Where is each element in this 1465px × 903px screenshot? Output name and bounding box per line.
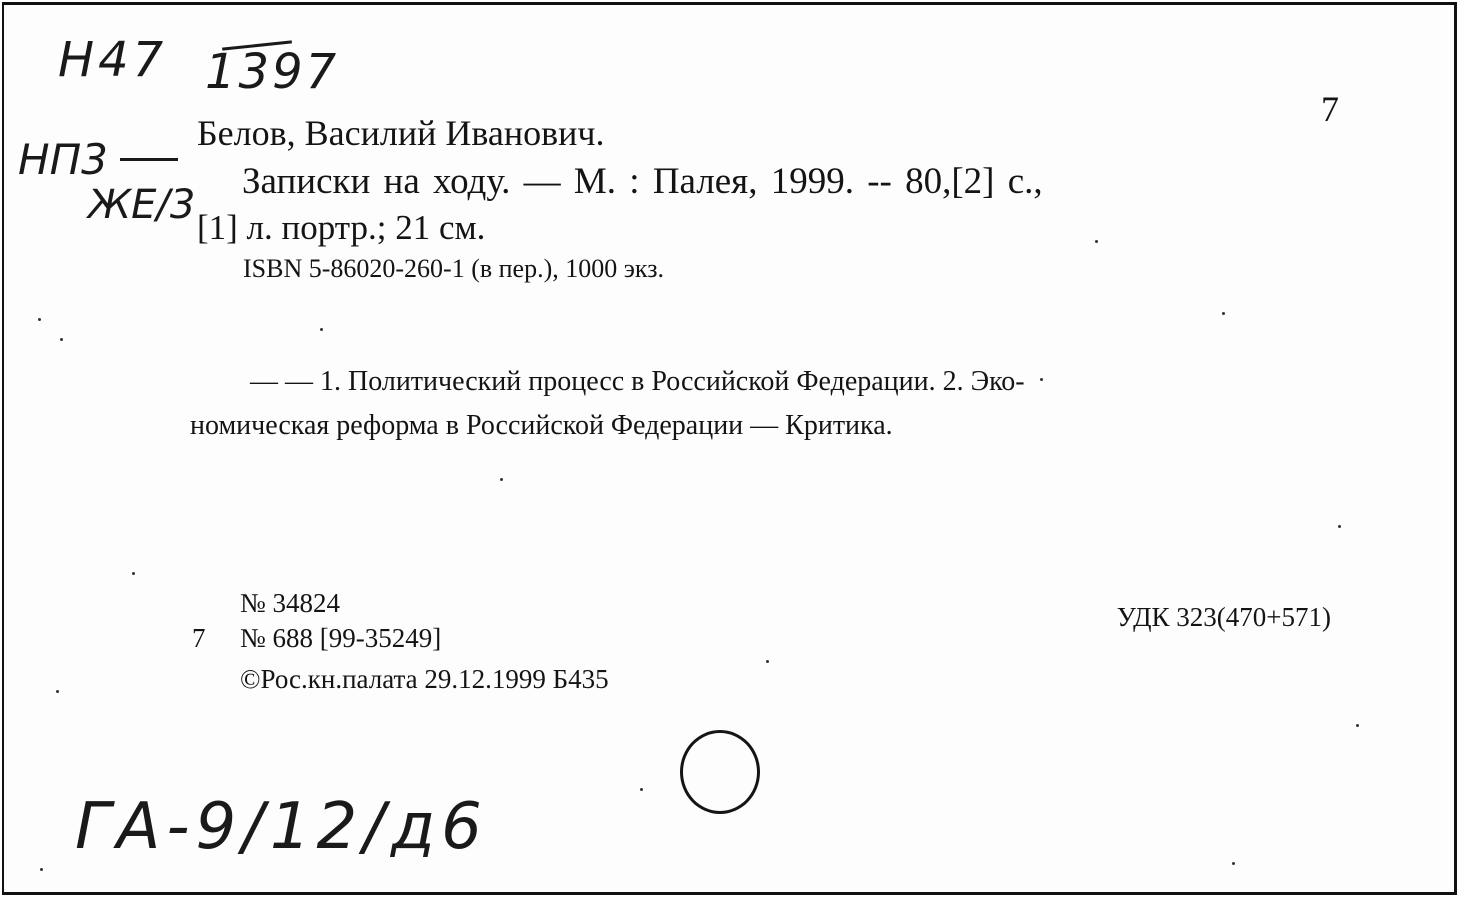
speckle	[766, 660, 769, 663]
speckle	[1338, 525, 1341, 528]
speckle	[1040, 378, 1043, 381]
speckle	[56, 690, 59, 693]
speckle	[132, 572, 135, 575]
registration-number-2: № 688 [99-35249]	[240, 623, 442, 653]
card-page-number: 7	[1321, 89, 1339, 129]
speckle	[1232, 862, 1235, 865]
handwritten-shelf-mark: Н47	[58, 32, 168, 88]
speckle	[640, 788, 643, 791]
isbn-line: ISBN 5-86020-260-1 (в пер.), 1000 экз.	[243, 254, 664, 283]
speckle	[320, 328, 323, 331]
physical-description-line: [1] л. портр.; 21 см.	[197, 208, 486, 247]
udk-classification: УДК 323(470+571)	[1116, 602, 1331, 632]
handwritten-inventory-number: 1397	[205, 44, 340, 100]
speckle	[1222, 312, 1225, 315]
handwritten-shelf-code: НП3	[18, 135, 108, 184]
speckle	[500, 478, 503, 481]
handwritten-bottom-code: ГА-9/12/д6	[75, 790, 488, 864]
subject-headings-line-1: — — 1. Политический процесс в Российской Федерации. 2. Эко-	[250, 366, 1025, 397]
fraction-line	[120, 158, 178, 161]
registration-number: № 34824	[240, 588, 341, 618]
copyright-line: ©Рос.кн.палата 29.12.1999 Б435	[240, 664, 609, 694]
speckle	[60, 338, 63, 341]
speckle	[1356, 724, 1359, 727]
speckle	[38, 318, 41, 321]
punch-hole-circle	[680, 730, 760, 814]
registration-prefix: 7	[192, 623, 206, 653]
speckle	[1095, 240, 1098, 243]
subject-headings-line-2: номическая реформа в Российской Федерации — Критика.	[190, 410, 893, 441]
author-heading: Белов, Василий Иванович.	[197, 113, 605, 153]
speckle	[40, 868, 43, 871]
title-imprint-line: Записки на ходу. — М. : Палея, 1999. -- 80,[2] с.,	[242, 161, 1043, 202]
handwritten-shelf-code-sub: ЖЕ/3	[88, 182, 196, 228]
